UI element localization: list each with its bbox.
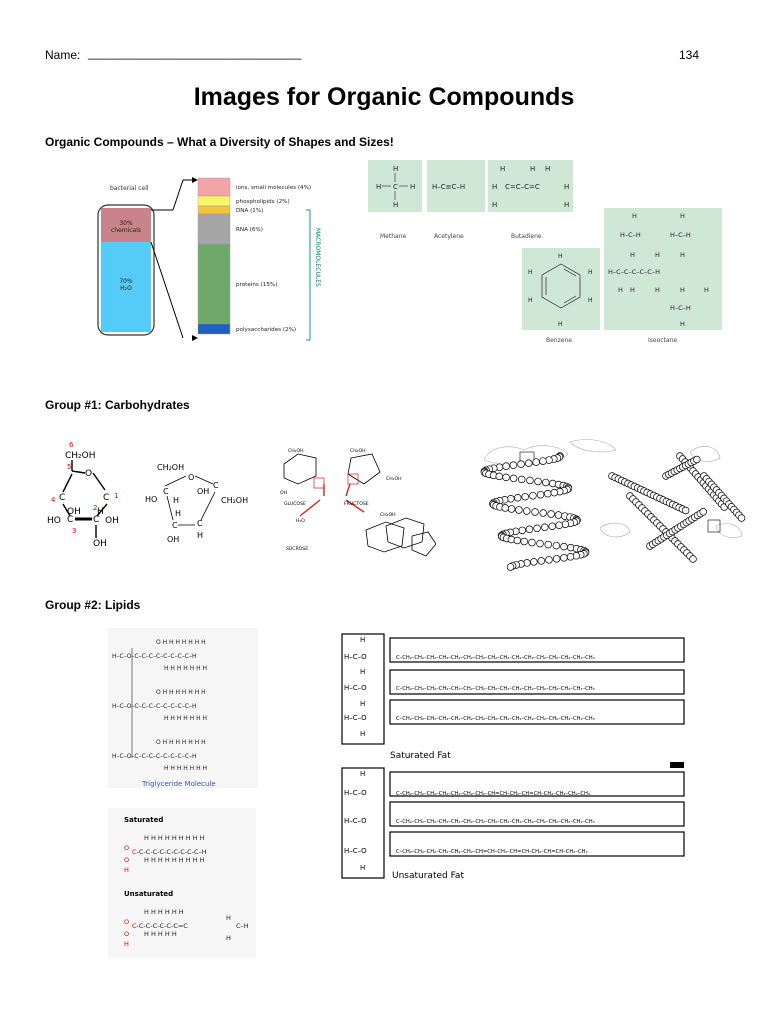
svg-text:H–C–O: H–C–O bbox=[344, 847, 367, 855]
svg-text:1: 1 bbox=[114, 492, 119, 500]
triglyceride-row-0: H H H H H H H bbox=[164, 665, 208, 672]
glucose-bead bbox=[556, 522, 563, 529]
glucose-bead bbox=[553, 555, 560, 562]
sucrose-label: SUCROSE bbox=[286, 547, 309, 552]
triglyceride-figure bbox=[108, 628, 268, 960]
segment-0 bbox=[198, 178, 230, 196]
glucose-bead bbox=[530, 558, 537, 565]
svg-text:H: H bbox=[500, 165, 506, 173]
svg-text:H: H bbox=[655, 251, 660, 259]
svg-text:H: H bbox=[124, 866, 129, 874]
glucose-bead bbox=[514, 494, 521, 501]
glucose-bead bbox=[514, 537, 521, 544]
svg-text:CH₂OH: CH₂OH bbox=[65, 451, 96, 461]
glucose-bead bbox=[567, 553, 574, 560]
glucose-bead bbox=[530, 492, 537, 499]
glucose-bead bbox=[555, 512, 562, 519]
svg-text:H: H bbox=[492, 201, 498, 209]
svg-text:H: H bbox=[588, 297, 593, 304]
segment-label-0: ions, small molecules (4%) bbox=[236, 185, 312, 191]
cell-label-1: bacterial cell bbox=[110, 185, 149, 192]
glucose-ring-figures bbox=[45, 438, 275, 558]
svg-text:C: C bbox=[103, 493, 110, 503]
svg-text:CH₂OH: CH₂OH bbox=[380, 513, 396, 518]
svg-text:HO: HO bbox=[47, 516, 61, 526]
svg-text:H: H bbox=[360, 700, 366, 708]
saturated-label: Saturated bbox=[124, 816, 164, 824]
glucose-bead bbox=[527, 477, 534, 484]
segment-label-1: phospholipids (2%) bbox=[236, 199, 290, 205]
svg-text:H: H bbox=[528, 297, 533, 304]
glucose-bead bbox=[693, 456, 700, 463]
glucose-bead bbox=[537, 540, 544, 547]
svg-text:O: O bbox=[85, 469, 93, 479]
svg-text:H: H bbox=[360, 730, 366, 738]
glucose-bead bbox=[551, 489, 558, 496]
glucose-bead bbox=[560, 554, 567, 561]
methane-label: Methane bbox=[380, 233, 407, 240]
svg-text:OH: OH bbox=[167, 535, 180, 544]
glucose-bead bbox=[542, 479, 549, 486]
cell-composition-figure bbox=[88, 170, 328, 345]
svg-text:H: H bbox=[530, 165, 536, 173]
svg-text:CH₂OH: CH₂OH bbox=[157, 463, 185, 472]
svg-text:C: C bbox=[197, 519, 203, 528]
svg-text:5: 5 bbox=[67, 463, 72, 471]
svg-text:H H H H H H: H H H H H H bbox=[144, 908, 184, 916]
triglyceride-row-1: H–C–O–C–C–C–C–C–C–C–C–H bbox=[112, 703, 197, 710]
unsaturated-chain-1: C–CH₂–CH₂–CH₂–CH₂–CH₂–CH₂–CH₂–CH=CH–CH₂–CH=CH–CH₂–CH₂–CH₂–CH₃ bbox=[396, 791, 590, 797]
svg-text:H: H bbox=[704, 286, 709, 294]
svg-text:H: H bbox=[545, 165, 551, 173]
glucose-bead bbox=[507, 564, 514, 571]
svg-text:H–C–O: H–C–O bbox=[344, 653, 367, 661]
svg-text:OH: OH bbox=[105, 516, 119, 526]
glucose-bead bbox=[562, 521, 569, 528]
glucose-bead bbox=[515, 507, 522, 514]
glucose-bead bbox=[521, 538, 528, 545]
unsaturated-chain-3: C–CH₂–CH₂–CH₂–CH₂–CH₂–CH₂–CH=CH–CH₂–CH=CH–CH₂–CH=CH–CH₂–CH₃ bbox=[396, 849, 588, 855]
glucose-bead bbox=[529, 539, 536, 546]
glucose-bead bbox=[540, 458, 547, 465]
svg-text:chemicals: chemicals bbox=[110, 227, 142, 234]
svg-text:H–C–O: H–C–O bbox=[344, 684, 367, 692]
svg-text:H–C–H: H–C–H bbox=[670, 231, 691, 239]
glucose-label: GLUCOSE bbox=[284, 502, 306, 507]
name-line: ________________________________ bbox=[88, 46, 302, 60]
svg-text:H H H H H: H H H H H bbox=[144, 930, 177, 938]
svg-text:H: H bbox=[360, 864, 366, 872]
glucose-bead bbox=[533, 459, 540, 466]
glucose-bead bbox=[544, 490, 551, 497]
glucose-bead bbox=[548, 511, 555, 518]
svg-text:O: O bbox=[124, 856, 130, 864]
svg-text:H: H bbox=[630, 286, 635, 294]
glucose-bead bbox=[534, 525, 541, 532]
svg-text:H: H bbox=[173, 496, 180, 505]
svg-text:H–C–C–C–C–C–H: H–C–C–C–C–C–H bbox=[608, 268, 660, 276]
svg-text:H: H bbox=[226, 914, 231, 922]
segment-label-3: RNA (6%) bbox=[236, 227, 263, 233]
glucose-bead bbox=[523, 508, 530, 515]
svg-text:C–H: C–H bbox=[236, 922, 249, 930]
svg-text:O: O bbox=[124, 844, 130, 852]
svg-text:H: H bbox=[376, 183, 382, 191]
triglyceride-row-2: H H H H H H H bbox=[164, 765, 208, 772]
svg-text:H H H H H H H H H: H H H H H H H H H bbox=[144, 834, 205, 842]
glucose-bead bbox=[518, 476, 525, 483]
svg-text:CH₂OH: CH₂OH bbox=[221, 496, 249, 505]
butadiene-label: Butadiene bbox=[511, 233, 542, 240]
svg-text:H: H bbox=[680, 286, 685, 294]
segment-label-4: proteins (15%) bbox=[236, 282, 278, 288]
glucose-bead bbox=[545, 541, 552, 548]
glucose-bead bbox=[535, 478, 542, 485]
saturated-fat-label: Saturated Fat bbox=[390, 751, 451, 761]
saturated-chain-3: C–CH₂–CH₂–CH₂–CH₂–CH₂–CH₂–CH₂–CH₂–CH₂–CH₂–CH₂–CH₂–CH₂–CH₂–CH₂–CH₃ bbox=[396, 716, 595, 722]
segment-3 bbox=[198, 214, 230, 244]
svg-text:H: H bbox=[558, 321, 563, 328]
unsaturated-label: Unsaturated bbox=[124, 890, 174, 898]
glucose-bead bbox=[690, 556, 697, 563]
glucose-bead bbox=[537, 491, 544, 498]
glucose-bead bbox=[496, 473, 503, 480]
acetylene-label: Acetylene bbox=[434, 233, 464, 240]
svg-text:H: H bbox=[360, 636, 366, 644]
glucose-bead bbox=[525, 460, 532, 467]
svg-text:H: H bbox=[680, 320, 685, 328]
svg-text:H H H H H H H H H: H H H H H H H H H bbox=[144, 856, 205, 864]
triglyceride-row-1: O H H H H H H H bbox=[156, 689, 206, 696]
glucose-bead bbox=[682, 507, 689, 514]
glucose-bead bbox=[508, 506, 515, 513]
triglyceride-row-2: O H H H H H H H bbox=[156, 739, 206, 746]
glucose-bead bbox=[700, 508, 707, 515]
glucose-bead bbox=[553, 542, 560, 549]
glucose-bead bbox=[519, 527, 526, 534]
svg-text:H–C–H: H–C–H bbox=[670, 304, 691, 312]
svg-text:OH: OH bbox=[93, 539, 107, 549]
fructose-label: FRUCTOSE bbox=[344, 502, 369, 507]
svg-text:2: 2 bbox=[93, 504, 98, 512]
glucose-bead bbox=[538, 557, 545, 564]
svg-text:OH: OH bbox=[197, 487, 210, 496]
segment-2 bbox=[198, 206, 230, 214]
svg-text:O: O bbox=[124, 930, 130, 938]
benzene-label: Benzene bbox=[546, 337, 572, 344]
polysaccharide-chains-figure bbox=[480, 436, 750, 572]
svg-text:H: H bbox=[564, 183, 570, 191]
glucose-bead bbox=[518, 461, 525, 468]
svg-text:C-C-C-C-C-C-C-C-C-C–H: C-C-C-C-C-C-C-C-C-C–H bbox=[132, 848, 207, 856]
hydrocarbons-figure bbox=[368, 160, 728, 350]
glucose-bead bbox=[738, 515, 745, 522]
svg-text:H: H bbox=[226, 934, 231, 942]
fat-structures-figure bbox=[340, 632, 690, 882]
svg-text:H: H bbox=[618, 286, 623, 294]
svg-text:OH: OH bbox=[280, 491, 288, 496]
svg-text:H: H bbox=[410, 183, 416, 191]
svg-text:H: H bbox=[175, 509, 182, 518]
glucose-bead bbox=[540, 510, 547, 517]
svg-text:C: C bbox=[172, 521, 178, 530]
triglyceride-row-0: O H H H H H H H bbox=[156, 639, 206, 646]
svg-text:H: H bbox=[360, 770, 366, 778]
svg-text:H–C–H: H–C–H bbox=[620, 231, 641, 239]
glucose-bead bbox=[510, 462, 517, 469]
group1-heading: Group #1: Carbohydrates bbox=[45, 398, 190, 412]
svg-text:H: H bbox=[492, 183, 498, 191]
svg-text:70%: 70% bbox=[119, 278, 133, 285]
svg-text:H–C–O: H–C–O bbox=[344, 817, 367, 825]
svg-text:H: H bbox=[680, 251, 685, 259]
svg-text:CH₂OH: CH₂OH bbox=[350, 449, 366, 454]
svg-text:H: H bbox=[630, 251, 635, 259]
svg-text:C: C bbox=[213, 481, 219, 490]
svg-text:30%: 30% bbox=[119, 220, 133, 227]
glucose-bead bbox=[546, 556, 553, 563]
svg-text:H: H bbox=[124, 940, 129, 948]
triglyceride-row-1: H H H H H H H bbox=[164, 715, 208, 722]
svg-text:OH: OH bbox=[67, 507, 81, 517]
svg-text:H: H bbox=[528, 269, 533, 276]
svg-text:H: H bbox=[558, 253, 563, 260]
macromolecules-label: MACROMOLECULES bbox=[314, 228, 321, 287]
svg-text:C: C bbox=[67, 515, 74, 525]
svg-text:C: C bbox=[163, 487, 169, 496]
svg-text:H: H bbox=[393, 165, 399, 173]
unsaturated-chain-2: C–CH₂–CH₂–CH₂–CH₂–CH₂–CH₂–CH₂–CH₂–CH₂–CH₂–CH₂–CH₂–CH₂–CH₂–CH₂–CH₃ bbox=[396, 819, 595, 825]
svg-text:C=C–C=C: C=C–C=C bbox=[505, 183, 540, 191]
svg-text:H: H bbox=[655, 286, 660, 294]
glucose-bead bbox=[503, 474, 510, 481]
glucose-bead bbox=[549, 523, 556, 530]
svg-text:O: O bbox=[188, 473, 195, 482]
svg-text:H–C–O: H–C–O bbox=[344, 789, 367, 797]
svg-text:H: H bbox=[632, 212, 637, 220]
segment-5 bbox=[198, 324, 230, 334]
glucose-bead bbox=[507, 495, 514, 502]
unsaturated-fat-label: Unsaturated Fat bbox=[392, 871, 464, 881]
svg-text:H: H bbox=[97, 507, 104, 517]
name-label: Name: bbox=[45, 48, 81, 62]
svg-text:H: H bbox=[680, 212, 685, 220]
svg-text:H–C–O: H–C–O bbox=[344, 714, 367, 722]
segment-label-5: polysaccharides (2%) bbox=[236, 327, 297, 333]
glucose-bead bbox=[561, 543, 568, 550]
page-title: Images for Organic Compounds bbox=[193, 83, 575, 111]
svg-text:CH₂OH: CH₂OH bbox=[386, 477, 402, 482]
glucose-bead bbox=[503, 463, 510, 470]
svg-text:H: H bbox=[360, 668, 366, 676]
svg-text:CH₂OH: CH₂OH bbox=[288, 449, 304, 454]
svg-text:H: H bbox=[393, 201, 399, 209]
glucose-bead bbox=[541, 524, 548, 531]
segment-label-2: DNA (1%) bbox=[236, 208, 264, 214]
triglyceride-row-2: H–C–O–C–C–C–C–C–C–C–C–H bbox=[112, 753, 197, 760]
svg-text:3: 3 bbox=[72, 527, 77, 535]
segment-4 bbox=[198, 244, 230, 324]
svg-text:H–C≡C–H: H–C≡C–H bbox=[432, 183, 466, 191]
glucose-bead bbox=[522, 493, 529, 500]
svg-text:C-C-C-C-C-C-C=C: C-C-C-C-C-C-C=C bbox=[132, 922, 188, 930]
triglyceride-row-0: H–C–O–C–C–C–C–C–C–C–C–H bbox=[112, 653, 197, 660]
svg-text:H: H bbox=[197, 531, 204, 540]
svg-text:C: C bbox=[59, 493, 66, 503]
saturated-chain-1: C–CH₂–CH₂–CH₂–CH₂–CH₂–CH₂–CH₂–CH₂–CH₂–CH₂–CH₂–CH₂–CH₂–CH₂–CH₂–CH₃ bbox=[396, 655, 595, 661]
svg-text:H: H bbox=[588, 269, 593, 276]
glucose-bead bbox=[526, 526, 533, 533]
svg-text:C: C bbox=[393, 183, 398, 191]
svg-text:H₂O: H₂O bbox=[120, 285, 132, 292]
intro-heading: Organic Compounds – What a Diversity of Shapes and Sizes! bbox=[45, 135, 394, 149]
glucose-bead bbox=[532, 509, 539, 516]
glucose-bead bbox=[502, 505, 509, 512]
page-number: 134 bbox=[679, 48, 700, 62]
svg-text:HO: HO bbox=[145, 495, 158, 504]
triglyceride-label: Triglyceride Molecule bbox=[142, 780, 216, 788]
isooctane-label: Isooctane bbox=[648, 337, 678, 344]
svg-text:6: 6 bbox=[69, 441, 74, 449]
svg-text:4: 4 bbox=[51, 496, 56, 504]
glucose-bead bbox=[510, 475, 517, 482]
svg-text:H₂O: H₂O bbox=[296, 519, 305, 524]
svg-text:C: C bbox=[93, 515, 100, 525]
saturated-chain-2: C–CH₂–CH₂–CH₂–CH₂–CH₂–CH₂–CH₂–CH₂–CH₂–CH₂–CH₂–CH₂–CH₂–CH₂–CH₂–CH₃ bbox=[396, 686, 595, 692]
group2-heading: Group #2: Lipids bbox=[45, 598, 141, 612]
glucose-fructose-sucrose-figure bbox=[276, 444, 436, 574]
svg-text:O: O bbox=[124, 918, 130, 926]
segment-1 bbox=[198, 196, 230, 206]
svg-text:H: H bbox=[564, 201, 570, 209]
